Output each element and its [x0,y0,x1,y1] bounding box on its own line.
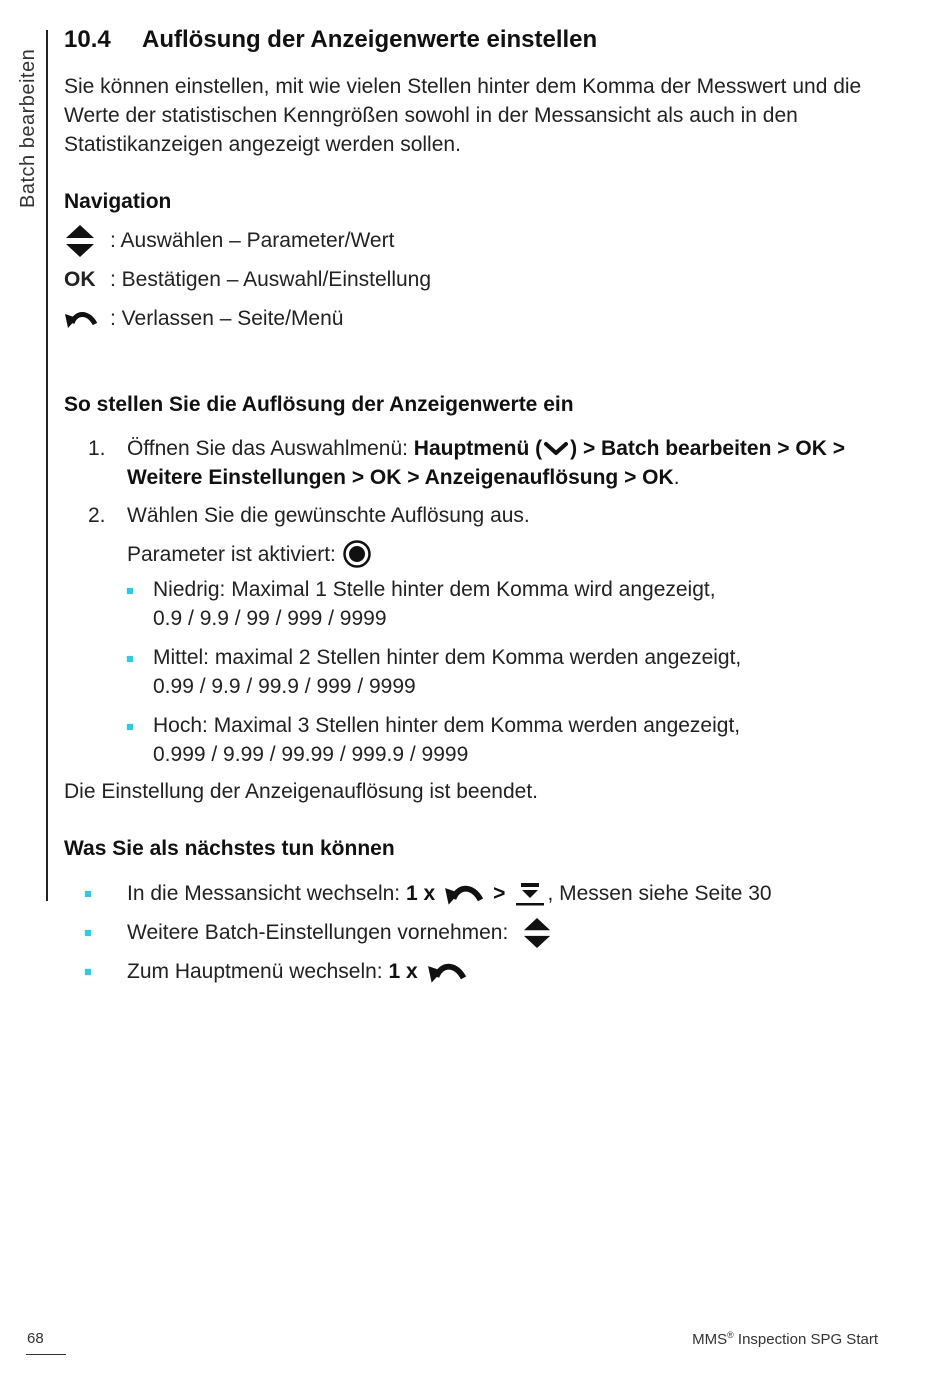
navigation-item-text: : Bestätigen – Auswahl/Einstellung [110,267,432,291]
product-name-rest: Inspection SPG Start [733,1331,878,1348]
bullet-icon [85,930,91,936]
side-tab [14,30,42,208]
option-description: Niedrig: Maximal 1 Stelle hinter dem Komma wird angezeigt, [153,578,716,601]
bullet-icon [85,891,91,897]
page-content [64,22,894,991]
press-count: 1 x [388,960,418,983]
next-steps-heading: Was Sie als nächstes tun können [64,837,395,860]
next-step-settings [64,913,894,952]
option-low [127,575,894,633]
next-steps-list [64,874,894,991]
next-step-measure [64,874,894,913]
footer-product-name [692,1330,878,1348]
step-text: Wählen Sie die gewünschte Auflösung aus. [127,504,530,527]
section-number: 10.4 [64,26,111,53]
next-step-text: Weitere Batch-Einstellungen vornehmen: [127,921,515,944]
footer-rule [26,1354,66,1355]
back-arrow-icon [64,308,98,330]
navigation-item-exit [64,299,894,338]
side-rule [46,30,48,901]
menu-path: Hauptmenü ( [413,437,543,460]
parameter-active-text: Parameter ist aktiviert: [127,542,336,566]
navigation-item-select [64,221,894,260]
bullet-icon [127,588,133,594]
bullet-icon [85,969,91,975]
chevron-down-icon [543,440,569,458]
navigation-list [64,221,894,338]
option-high [127,711,894,769]
option-description: Hoch: Maximal 3 Stellen hinter dem Komma werden angezeigt, [153,714,741,737]
option-examples: 0.99 / 9.9 / 99.9 / 999 / 9999 [153,675,416,698]
option-examples: 0.999 / 9.99 / 99.99 / 999.9 / 9999 [153,743,469,766]
back-arrow-icon [426,959,468,985]
option-medium [127,643,894,701]
section-heading [64,22,894,58]
next-step-suffix: , Messen siehe Seite 30 [547,882,772,905]
next-step-text: Zum Hauptmenü wechseln: [127,960,389,983]
ok-key-label: OK [64,267,96,291]
separator: > [493,882,506,905]
up-down-arrows-icon [522,916,552,950]
navigation-heading: Navigation [64,190,172,213]
step-1 [64,434,894,492]
menu-path-rest: ) > Batch bearbeiten > OK > Weitere Einstellungen > OK > Anzeigenauflösung > OK [127,437,845,489]
howto-heading: So stellen Sie die Auflösung der Anzeigenwerte ein [64,393,574,416]
page-number: 68 [27,1330,44,1347]
bullet-icon [127,724,133,730]
back-arrow-icon [443,881,485,907]
radio-selected-icon [342,539,372,569]
step-2 [64,501,894,769]
result-text: Die Einstellung der Anzeigenauflösung ist beendet. [64,780,538,803]
step-text: Öffnen Sie das Auswahlmenü: [127,437,414,460]
parameter-active-line [127,539,894,569]
resolution-options [127,575,894,769]
howto-steps [64,434,894,769]
step-number: 1. [88,437,106,460]
next-step-text: In die Messansicht wechseln: [127,882,406,905]
measure-icon [515,880,545,908]
section-title: Auflösung der Anzeigenwerte einstellen [142,26,598,53]
step-suffix: . [673,466,680,489]
bullet-icon [127,656,133,662]
registered-mark: ® [727,1330,734,1340]
press-count: 1 x [405,882,436,905]
side-tab-label: Batch bearbeiten [17,48,39,208]
product-name: MMS [692,1331,728,1348]
navigation-item-text: : Verlassen – Seite/Menü [110,306,344,330]
up-down-arrows-icon [64,224,96,258]
option-examples: 0.9 / 9.9 / 99 / 999 / 9999 [153,607,387,630]
navigation-item-text: : Auswählen – Parameter/Wert [110,228,395,252]
step-number: 2. [88,504,106,527]
navigation-item-confirm [64,260,894,299]
next-step-main-menu [64,952,894,991]
intro-paragraph: Sie können einstellen, mit wie vielen Stellen hinter dem Komma der Messwert und die Werte der statistischen Kenngrößen sowohl in der Messansicht als auch in den Statistikanzeigen angezeigt werden sollen. [64,75,862,156]
option-description: Mittel: maximal 2 Stellen hinter dem Komma werden angezeigt, [153,646,742,669]
